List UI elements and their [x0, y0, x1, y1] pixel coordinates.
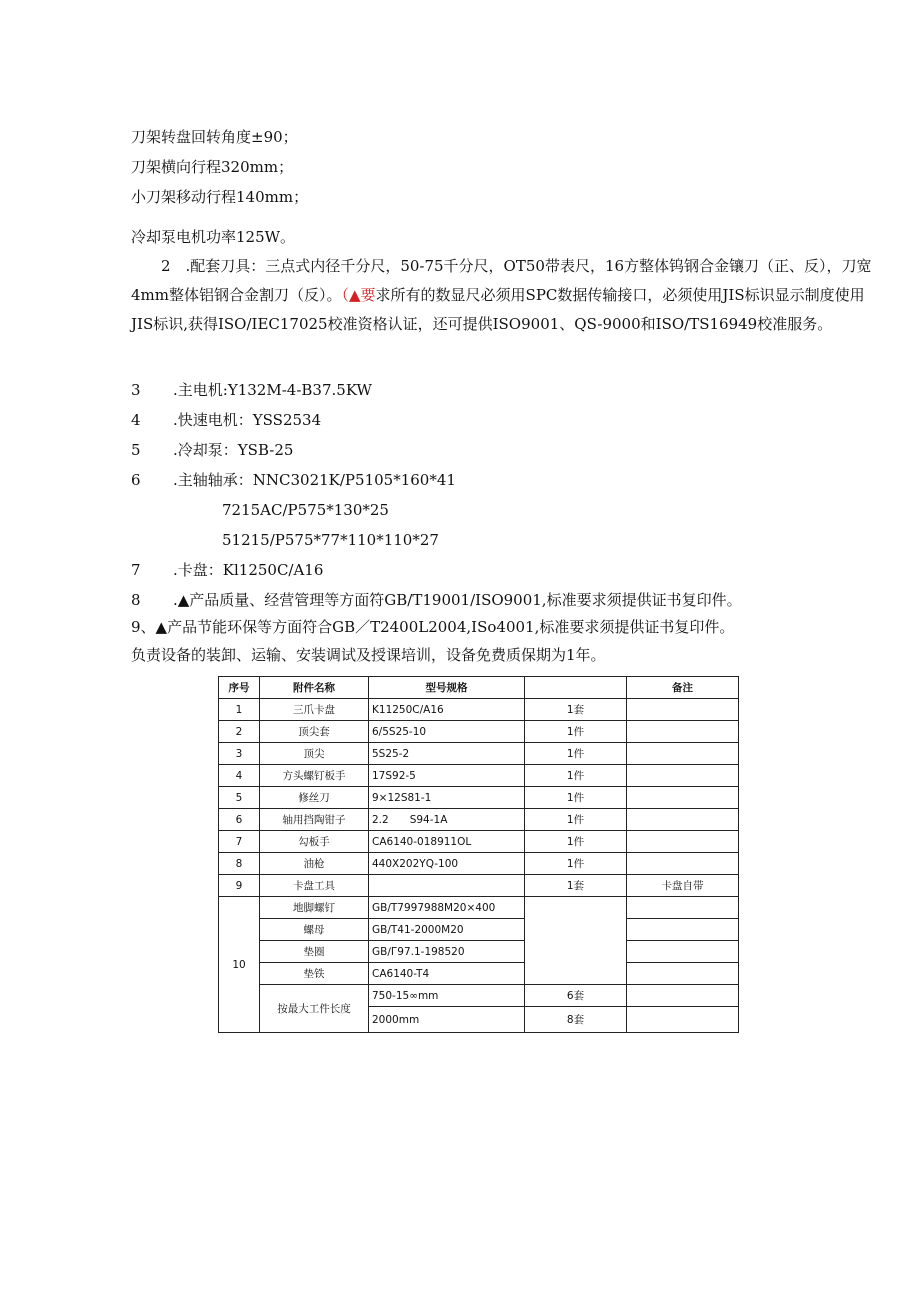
item-8: [131, 590, 742, 610]
row-seq: 1: [219, 699, 260, 721]
header-note: 备注: [627, 677, 739, 699]
row-spec: CA6140-018911OL: [369, 831, 525, 853]
spec-line-turret-travel: 刀架横向行程320mm；: [131, 158, 294, 176]
row-note: [627, 721, 739, 743]
row-note: [627, 699, 739, 721]
item-4: [131, 410, 321, 430]
item-6-text: .主轴轴承：NNC3021K/P5105*160*41: [173, 471, 456, 489]
item-9: 9、▲产品节能环保等方面符合GB／T2400L2004,ISo4001,标准要求须提供证书复印件。: [131, 618, 735, 636]
item-3-num: 3: [131, 381, 141, 399]
row-note: [627, 919, 739, 941]
bearing-line-1: 7215AC/P575*130*25: [222, 501, 389, 519]
table-header-row: [219, 677, 739, 699]
group10-length-spec: 2000mm: [369, 1007, 525, 1033]
accessory-table: [218, 676, 739, 1033]
group10-item-name: 地脚螺钉: [260, 897, 369, 919]
item-5: [131, 440, 293, 460]
item2-text: 2 .配套刀具：三点式内径千分尺，50-75千分尺，OT50带表尺，16方整体钨钢合金镶刀（正、反），刀宽4mm整体铝钢合金割刀（反）。: [131, 257, 872, 304]
row-note: 卡盘自带: [627, 875, 739, 897]
row-name: 顶尖套: [260, 721, 369, 743]
row-note: [627, 853, 739, 875]
row-seq: 4: [219, 765, 260, 787]
table-row: [219, 699, 739, 721]
item-5-num: 5: [131, 441, 141, 459]
header-seq: 序号: [219, 677, 260, 699]
row-note: [627, 985, 739, 1007]
row-note: [627, 1007, 739, 1033]
bearing-line-2: 51215/P575*77*110*110*27: [222, 531, 439, 549]
group10-qty-blank: [525, 897, 627, 985]
row-note: [627, 831, 739, 853]
row-note: [627, 743, 739, 765]
group10-length-spec: 750-15∞mm: [369, 985, 525, 1007]
row-spec: 5S25-2: [369, 743, 525, 765]
row-qty: 1件: [525, 853, 627, 875]
item-3-text: .主电机:Y132M-4-B37.5KW: [173, 381, 372, 399]
spec-line-small-turret-travel: 小刀架移动行程140mm；: [131, 188, 309, 206]
row-qty: 1套: [525, 699, 627, 721]
item2-paragraph: [131, 252, 881, 339]
service-statement: 负责设备的装卸、运输、安装调试及授课培训，设备免费质保期为1年。: [131, 646, 606, 664]
group10-item-spec: GB∕T41-2000M20: [369, 919, 525, 941]
header-spec: 型号规格: [369, 677, 525, 699]
row-note: [627, 787, 739, 809]
item2-red-text: （▲要: [341, 286, 376, 304]
row-spec: [369, 875, 525, 897]
row-qty: 1件: [525, 765, 627, 787]
table-row: [219, 853, 739, 875]
table-row: [219, 743, 739, 765]
row-spec: 2.2 S94-1A: [369, 809, 525, 831]
item-7: [131, 560, 323, 580]
row-seq: 7: [219, 831, 260, 853]
item-5-text: .冷却泵：YSB-25: [173, 441, 294, 459]
group10-seq: 10: [219, 897, 260, 1033]
row-spec: 17S92-5: [369, 765, 525, 787]
row-name: 勾板手: [260, 831, 369, 853]
group10-item-name: 垫铁: [260, 963, 369, 985]
group10-length-qty: 8套: [525, 1007, 627, 1033]
item-6-num: 6: [131, 471, 141, 489]
row-seq: 6: [219, 809, 260, 831]
row-name: 轴用挡陶钳子: [260, 809, 369, 831]
row-note: [627, 809, 739, 831]
table-row: [219, 831, 739, 853]
group10-item-spec: GB∕T7997988M20×400: [369, 897, 525, 919]
row-name: 修丝刀: [260, 787, 369, 809]
row-note: [627, 897, 739, 919]
spec-line-coolant-power: 冷却泵电机功率125W。: [131, 228, 296, 246]
row-seq: 9: [219, 875, 260, 897]
table-row: [219, 941, 739, 963]
item-7-text: .卡盘：Kl1250C/A16: [173, 561, 324, 579]
group10-item-spec: GB∕Г97.1-198520: [369, 941, 525, 963]
row-seq: 5: [219, 787, 260, 809]
item2-rest-text: 求所有的数显尺必须用SPC数据传输接口，必须使用JIS标识显示制度使用JIS标识,获得ISO/IEC17025校准资格认证，还可提供ISO9001、QS-9000和ISO/TS16949校准服务。: [131, 286, 865, 333]
item-4-text: .快速电机：YSS2534: [173, 411, 322, 429]
item-6: [131, 470, 456, 490]
group10-length-qty: 6套: [525, 985, 627, 1007]
group10-item-spec: CA6140-T4: [369, 963, 525, 985]
row-qty: 1件: [525, 721, 627, 743]
row-note: [627, 941, 739, 963]
row-seq: 8: [219, 853, 260, 875]
row-qty: 1件: [525, 809, 627, 831]
row-seq: 2: [219, 721, 260, 743]
item-4-num: 4: [131, 411, 141, 429]
table-row: [219, 765, 739, 787]
row-qty: 1件: [525, 787, 627, 809]
row-name: 油枪: [260, 853, 369, 875]
header-name: 附件名称: [260, 677, 369, 699]
table-row: [219, 809, 739, 831]
row-name: 卡盘工具: [260, 875, 369, 897]
row-qty: 1件: [525, 743, 627, 765]
row-qty: 1件: [525, 831, 627, 853]
table-row: [219, 721, 739, 743]
item-8-num: 8: [131, 591, 141, 609]
group10-item-name: 垫圈: [260, 941, 369, 963]
table-row: [219, 787, 739, 809]
table-row: [219, 963, 739, 985]
row-name: 方头螺钉板手: [260, 765, 369, 787]
table-row: [219, 897, 739, 919]
row-spec: K11250C/A16: [369, 699, 525, 721]
item-8-text: .▲产品质量、经营管理等方面符GB/T19001/ISO9001,标准要求须提供证书复印件。: [173, 591, 742, 609]
item-3: [131, 380, 372, 400]
group10-item-name: 螺母: [260, 919, 369, 941]
table-row: [219, 875, 739, 897]
row-spec: 440X202YQ-100: [369, 853, 525, 875]
row-spec: 6/5S25-10: [369, 721, 525, 743]
row-note: [627, 963, 739, 985]
row-spec: 9×12S81-1: [369, 787, 525, 809]
row-seq: 3: [219, 743, 260, 765]
row-name: 顶尖: [260, 743, 369, 765]
table-row: [219, 919, 739, 941]
spec-line-turret-angle: 刀架转盘回转角度±90；: [131, 128, 298, 146]
item-7-num: 7: [131, 561, 141, 579]
group10-length-name: 按最大工件长度: [260, 985, 369, 1033]
table-row: [219, 985, 739, 1007]
row-note: [627, 765, 739, 787]
header-qty: [525, 677, 627, 699]
row-name: 三爪卡盘: [260, 699, 369, 721]
row-qty: 1套: [525, 875, 627, 897]
